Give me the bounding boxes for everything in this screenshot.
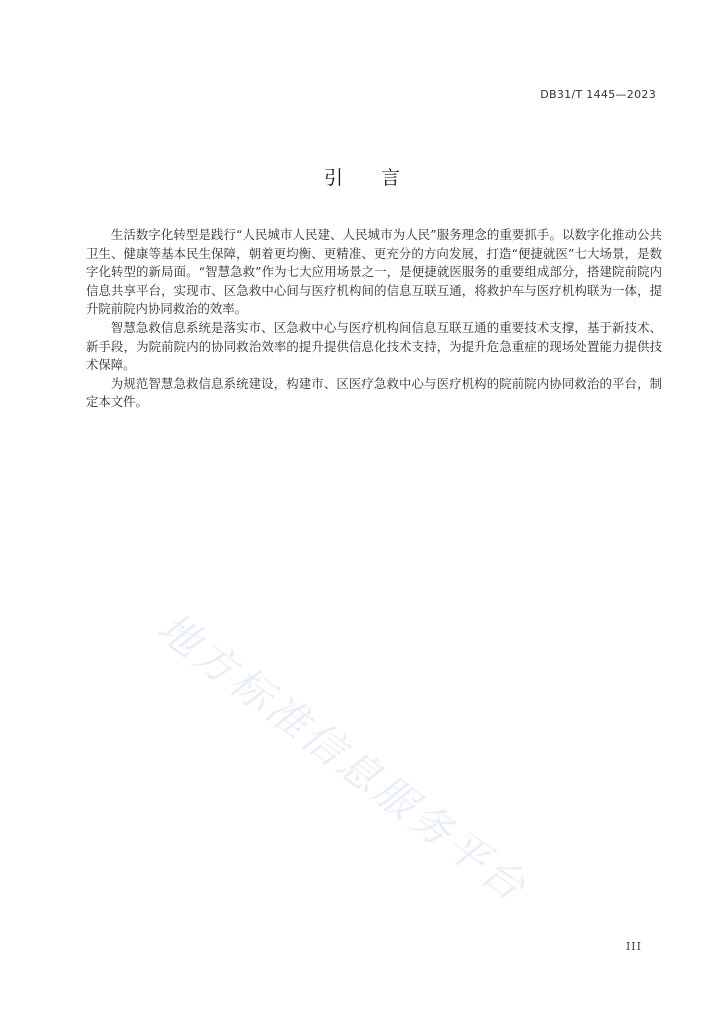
paragraph-2: 智慧急救信息系统是落实市、区急救中心与医疗机构间信息互联互通的重要技术支撑，基于新技术、新手段，为院前院内的协同救治效率的提升提供信息化技术支持，为提升危急重症的现场处置能力提供技术保障。 — [86, 319, 662, 373]
document-code: DB31/T 1445—2023 — [540, 88, 656, 101]
paragraph-1: 生活数字化转型是践行“人民城市人民建、人民城市为人民”服务理念的重要抓手。以数字化推动公共卫生、健康等基本民生保障，朝着更均衡、更精准、更充分的方向发展，打造“便捷就医”七大场景，是数字化转型的新局面。“智慧急救”作为七大应用场景之一，是便捷就医服务的重要组成部分，搭建院前院内信息共享平台，实现市、区急救中心间与医疗机构间的信息互联互通，将救护车与医疗机构联为一体，提升院前院内协同救治的效率。 — [86, 227, 662, 317]
paragraph-3: 为规范智慧急救信息系统建设，构建市、区医疗急救中心与医疗机构的院前院内协同救治的平台，制定本文件。 — [86, 375, 662, 410]
section-title: 引言 — [323, 167, 438, 189]
watermark: 地方标准信息服务平台 — [148, 603, 537, 913]
page-number: III — [625, 940, 642, 953]
introduction-body — [86, 226, 662, 412]
